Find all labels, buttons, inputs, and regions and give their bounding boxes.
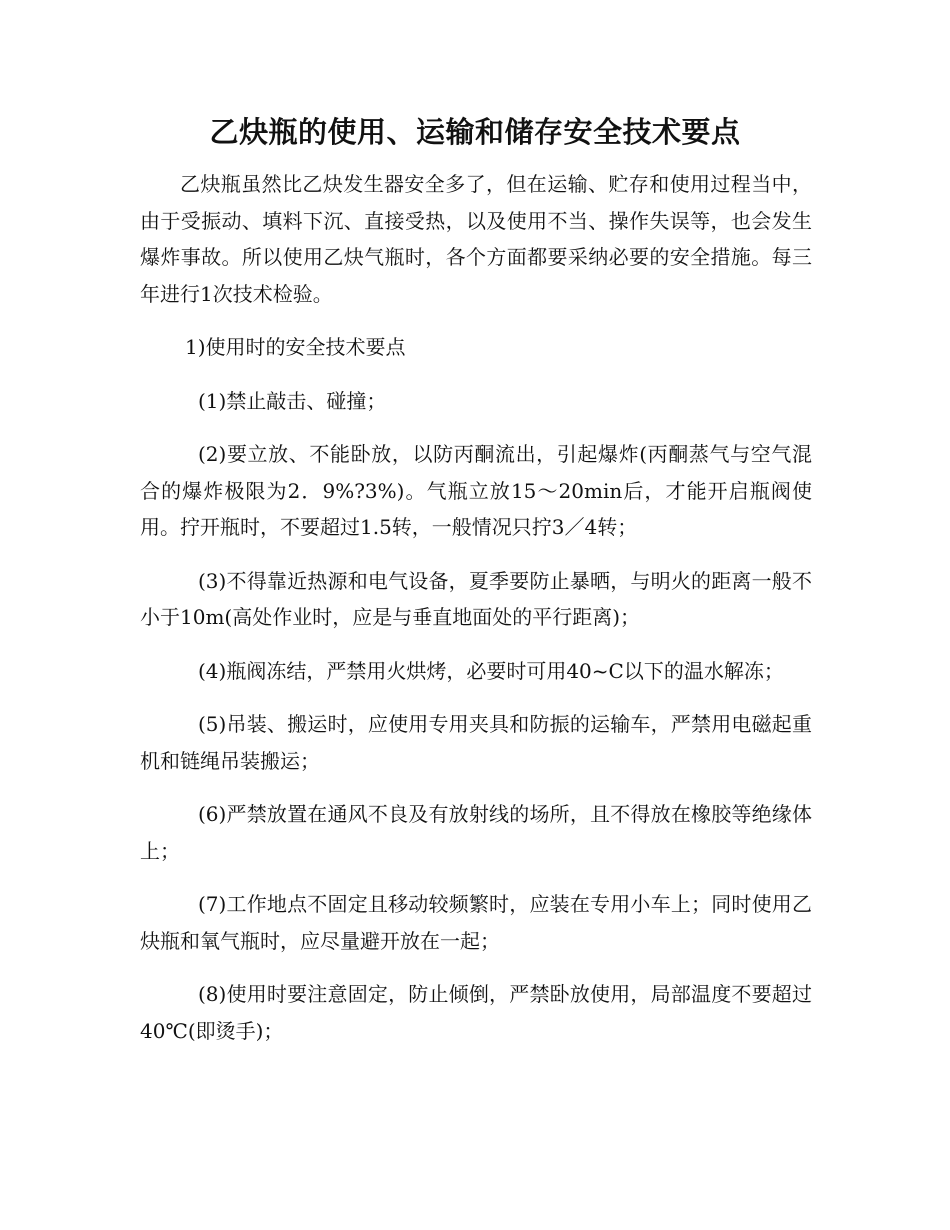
section-heading: 1)使用时的安全技术要点 — [185, 335, 406, 359]
list-item: (8)使用时要注意固定，防止倾倒，严禁卧放使用，局部温度不要超过40℃(即烫手)； — [140, 982, 812, 1043]
list-item: (5)吊装、搬运时，应使用专用夹具和防振的运输车，严禁用电磁起重机和链绳吊装搬运； — [140, 712, 812, 773]
list-item: (2)要立放、不能卧放，以防丙酮流出，引起爆炸(丙酮蒸气与空气混合的爆炸极限为2．9%?3%)。气瓶立放15～20min后，才能开启瓶阀使用。拧开瓶时，不要超过1.5转，一般情况只拧3／4转； — [140, 442, 812, 539]
list-item: (7)工作地点不固定且移动较频繁时，应装在专用小车上；同时使用乙炔瓶和氧气瓶时，应尽量避开放在一起； — [140, 892, 812, 953]
list-item: (6)严禁放置在通风不良及有放射线的场所，且不得放在橡胶等绝缘体上； — [140, 802, 812, 863]
list-item: (1)禁止敲击、碰撞； — [198, 388, 387, 413]
list-item: (3)不得靠近热源和电气设备，夏季要防止暴晒，与明火的距离一般不小于10m(高处作业时，应是与垂直地面处的平行距离)； — [140, 568, 812, 629]
document-title: 乙炔瓶的使用、运输和储存安全技术要点 — [209, 115, 741, 149]
list-item: (4)瓶阀冻结，严禁用火烘烤，必要时可用40~C以下的温水解冻； — [198, 658, 784, 683]
intro-paragraph: 乙炔瓶虽然比乙炔发生器安全多了，但在运输、贮存和使用过程当中，由于受振动、填料下沉、直接受热，以及使用不当、操作失误等，也会发生爆炸事故。所以使用乙炔气瓶时，各个方面都要采纳必要的安全措施。每三年进行1次技术检验。 — [140, 172, 812, 306]
document-body — [140, 166, 812, 1049]
